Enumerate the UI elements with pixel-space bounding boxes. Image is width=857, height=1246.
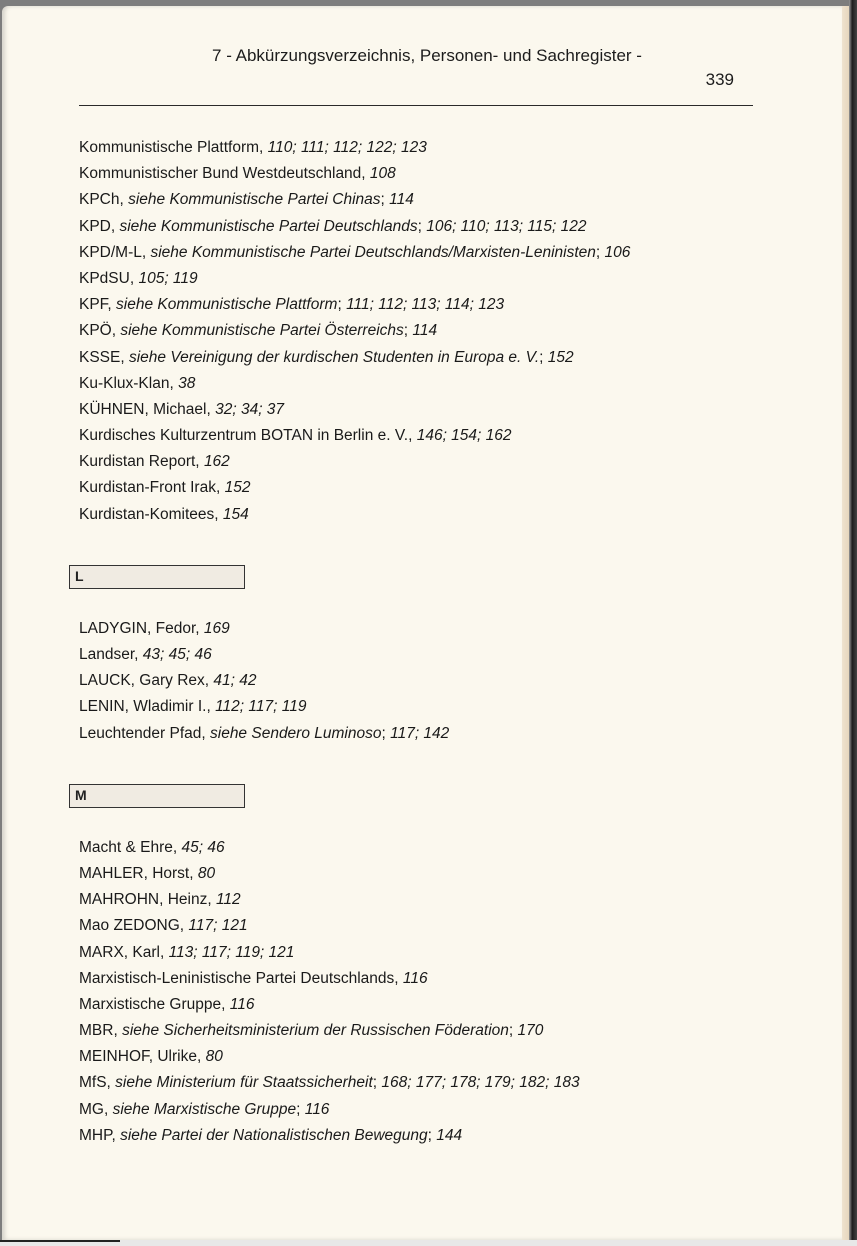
entry-separator: ; xyxy=(403,322,413,340)
entry-term: KPCh, xyxy=(79,191,129,209)
entry-term: KPD/M-L, xyxy=(79,243,151,261)
index-entry xyxy=(79,1021,779,1047)
entry-page-numbers: 106 xyxy=(604,243,631,261)
index-entry xyxy=(79,452,779,478)
index-entry xyxy=(79,1126,779,1152)
entry-term: Macht & Ehre, xyxy=(79,838,182,856)
index-entry xyxy=(79,321,779,347)
index-entry xyxy=(79,400,779,426)
entry-page-numbers: 144 xyxy=(436,1126,463,1144)
entry-term: KPD, xyxy=(79,217,120,235)
section-spacer xyxy=(79,750,779,784)
book-spine xyxy=(849,0,857,1246)
entry-term: MARX, Karl, xyxy=(79,943,169,961)
entry-page-numbers: 152 xyxy=(547,348,574,366)
entry-term: LADYGIN, Fedor, xyxy=(79,619,204,637)
index-entry xyxy=(79,995,779,1021)
entry-separator: ; xyxy=(380,191,390,209)
running-header: 7 - Abkürzungsverzeichnis, Personen- und Sachregister - xyxy=(212,46,642,65)
entry-page-numbers: 41; 42 xyxy=(213,672,257,690)
entry-term: LENIN, Wladimir I., xyxy=(79,698,216,716)
entry-cross-reference: siehe Vereinigung der kurdischen Studenten in Europa e. V. xyxy=(128,348,540,366)
index-entry xyxy=(79,619,779,645)
entry-page-numbers: 32; 34; 37 xyxy=(215,400,285,418)
index-entry xyxy=(79,217,779,243)
index-entry xyxy=(79,505,779,531)
entry-page-numbers: 45; 46 xyxy=(181,838,225,856)
entry-page-numbers: 168; 177; 178; 179; 182; 183 xyxy=(381,1074,580,1092)
entry-separator: ; xyxy=(337,296,347,314)
index-entry xyxy=(79,1100,779,1126)
entry-term: MfS, xyxy=(79,1074,116,1092)
index-entry xyxy=(79,164,779,190)
entry-page-numbers: 170 xyxy=(517,1022,544,1040)
index-entry xyxy=(79,943,779,969)
entry-term: Kommunistische Plattform, xyxy=(79,139,268,156)
entry-term: MEINHOF, Ulrike, xyxy=(79,1048,206,1066)
scan-bottom-shadow xyxy=(0,1240,120,1242)
entry-term: Landser, xyxy=(79,646,143,663)
entry-term: MAHLER, Horst, xyxy=(79,864,198,882)
entry-term: Kurdistan-Komitees, xyxy=(79,505,223,523)
entry-cross-reference: siehe Kommunistische Partei Chinas xyxy=(128,191,381,209)
entry-term: Ku-Klux-Klan, xyxy=(79,374,179,392)
entry-separator: ; xyxy=(508,1022,518,1040)
entry-term: Kommunistischer Bund Westdeutschland, xyxy=(79,165,370,183)
entry-cross-reference: siehe Kommunistische Partei Österreichs xyxy=(120,322,404,340)
index-entry xyxy=(79,426,779,452)
entry-term: MHP, xyxy=(79,1126,121,1144)
entry-page-numbers: 114 xyxy=(389,191,414,209)
section-spacer xyxy=(79,808,779,838)
entry-term: Kurdistan Report, xyxy=(79,453,204,471)
section-letter-header: M xyxy=(69,784,245,808)
entry-cross-reference: siehe Kommunistische Plattform xyxy=(116,296,338,314)
header-divider xyxy=(79,105,753,106)
entry-term: KPF, xyxy=(79,296,117,314)
entry-separator: ; xyxy=(372,1074,382,1092)
entry-page-numbers: 80 xyxy=(205,1048,223,1066)
entry-cross-reference: siehe Sendero Luminoso xyxy=(210,724,382,742)
index-entry xyxy=(79,697,779,723)
entry-cross-reference: siehe Kommunistische Partei Deutschlands xyxy=(119,217,418,235)
entry-page-numbers: 112; 117; 119 xyxy=(215,698,307,716)
entry-cross-reference: siehe Sicherheitsministerium der Russischen Föderation xyxy=(122,1022,509,1040)
entry-cross-reference: siehe Kommunistische Partei Deutschlands/Marxisten-Leninisten xyxy=(150,243,596,261)
entry-term: KSSE, xyxy=(79,348,129,366)
index-entry xyxy=(79,1047,779,1073)
entry-term: MBR, xyxy=(79,1022,123,1040)
entry-page-numbers: 105; 119 xyxy=(138,269,198,287)
entry-term: KPÖ, xyxy=(79,322,121,340)
index-entry xyxy=(79,374,779,400)
index-entry xyxy=(79,243,779,269)
entry-cross-reference: siehe Marxistische Gruppe xyxy=(112,1100,297,1118)
entry-term: LAUCK, Gary Rex, xyxy=(79,672,214,690)
section-spacer xyxy=(79,531,779,565)
index-entry xyxy=(79,190,779,216)
index-entry xyxy=(79,645,779,671)
entry-page-numbers: 117; 121 xyxy=(188,917,248,935)
entry-page-numbers: 38 xyxy=(178,374,196,392)
entry-page-numbers: 169 xyxy=(203,619,230,637)
entry-page-numbers: 116 xyxy=(304,1100,330,1118)
entry-term: Kurdisches Kulturzentrum BOTAN in Berlin e. V., xyxy=(79,427,417,445)
entry-separator: ; xyxy=(427,1126,437,1144)
entry-separator: ; xyxy=(539,348,548,366)
page-number: 339 xyxy=(705,70,734,89)
index-entry xyxy=(79,916,779,942)
entry-separator: ; xyxy=(417,217,427,235)
index-entry xyxy=(79,295,779,321)
page-edge xyxy=(842,6,849,1240)
entry-separator: ; xyxy=(381,724,391,742)
entry-term: MAHROHN, Heinz, xyxy=(79,891,216,909)
entry-page-numbers: 152 xyxy=(224,479,251,497)
index-entry xyxy=(79,890,779,916)
entry-separator: ; xyxy=(296,1100,305,1118)
index-entry xyxy=(79,478,779,504)
index-entry xyxy=(79,671,779,697)
entry-cross-reference: siehe Partei der Nationalistischen Bewegung xyxy=(120,1126,428,1144)
book-page xyxy=(2,6,842,1240)
entry-page-numbers: 116 xyxy=(229,995,255,1013)
index-entry xyxy=(79,838,779,864)
entry-separator: ; xyxy=(595,243,605,261)
section-letter-header: L xyxy=(69,565,245,589)
entry-term: Kurdistan-Front Irak, xyxy=(79,479,225,497)
scan-bottom-edge xyxy=(0,1240,857,1246)
index-entry xyxy=(79,864,779,890)
entry-page-numbers: 106; 110; 113; 115; 122 xyxy=(426,217,587,235)
entry-term: KPdSU, xyxy=(79,269,139,287)
entry-term: KÜHNEN, Michael, xyxy=(79,400,216,418)
index-entry xyxy=(79,969,779,995)
entry-page-numbers: 114 xyxy=(412,322,438,340)
index-list xyxy=(75,138,779,1152)
entry-term: MG, xyxy=(79,1100,113,1118)
index-entry xyxy=(79,269,779,295)
entry-term: Marxistisch-Leninistische Partei Deutschlands, xyxy=(79,969,403,987)
entry-page-numbers: 154 xyxy=(222,505,249,523)
index-entry xyxy=(79,348,779,374)
entry-page-numbers: 111; 112; 113; 114; 123 xyxy=(346,296,505,314)
section-spacer xyxy=(79,589,779,619)
entry-page-numbers: 117; 142 xyxy=(390,724,450,742)
entry-cross-reference: siehe Ministerium für Staatssicherheit xyxy=(115,1074,373,1092)
index-entry xyxy=(79,724,779,750)
entry-page-numbers: 110; 111; 112; 122; 123 xyxy=(267,139,427,156)
entry-page-numbers: 112 xyxy=(215,891,241,909)
entry-term: Marxistische Gruppe, xyxy=(79,995,230,1013)
entry-page-numbers: 146; 154; 162 xyxy=(416,427,512,445)
entry-page-numbers: 162 xyxy=(203,453,230,471)
entry-term: Mao ZEDONG, xyxy=(79,917,189,935)
index-entry xyxy=(79,138,779,164)
entry-page-numbers: 116 xyxy=(402,969,428,987)
entry-term: Leuchtender Pfad, xyxy=(79,724,210,742)
entry-page-numbers: 43; 45; 46 xyxy=(142,646,212,663)
entry-page-numbers: 80 xyxy=(197,864,216,882)
entry-page-numbers: 108 xyxy=(369,165,396,183)
index-entry xyxy=(79,1073,779,1099)
entry-page-numbers: 113; 117; 119; 121 xyxy=(168,943,295,961)
